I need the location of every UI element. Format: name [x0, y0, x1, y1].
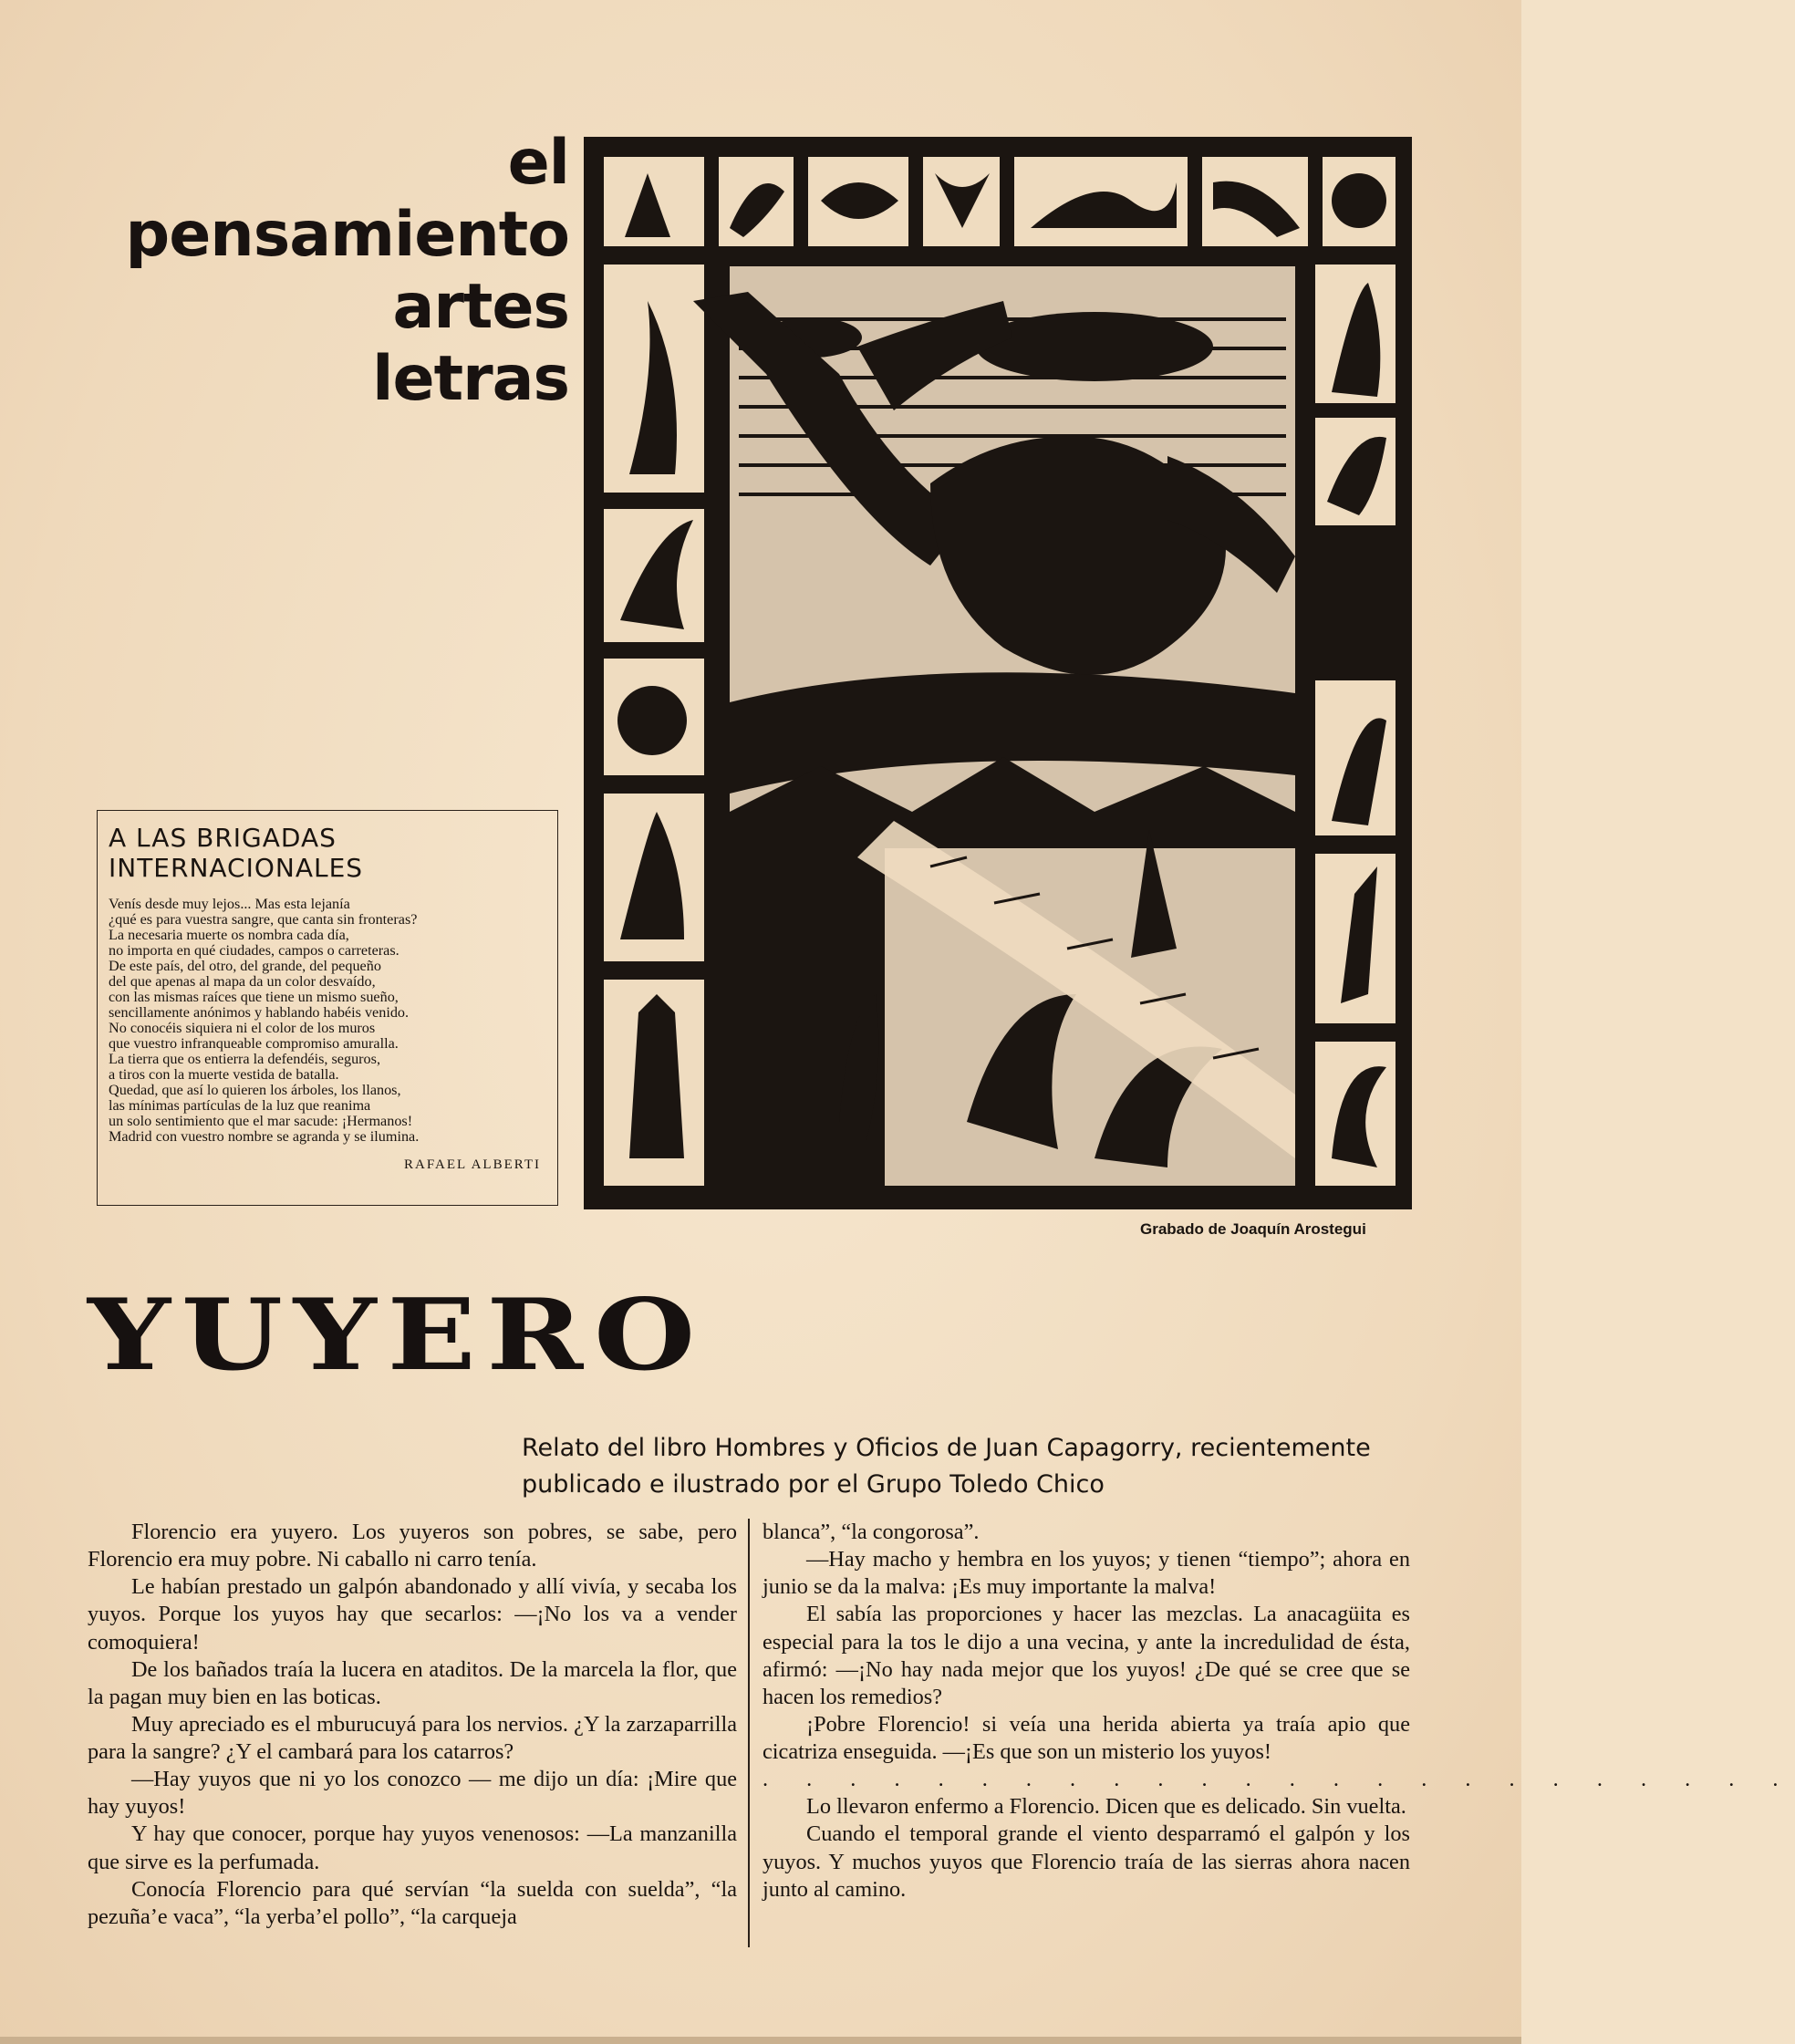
story-paragraph: Cuando el temporal grande el viento desparramó el galpón y los yuyos. Y muchos yuyos que Florencio traía de las sierras ahora nacen junto al camino.	[763, 1821, 1410, 1902]
section-break-dots: . . . . . . . . . . . . . . . . . . . . . . . .	[763, 1767, 1795, 1792]
poem-line: Quedad, que así lo quieren los árboles, los llanos,	[109, 1081, 401, 1098]
poem-box	[97, 810, 558, 1206]
poem-title	[109, 824, 546, 884]
heading-line: pensamiento	[125, 198, 569, 271]
page-bottom-edge	[0, 2037, 1521, 2044]
poem-line: Venís desde muy lejos... Mas esta lejanía	[109, 895, 350, 912]
poem-line: no importa en qué ciudades, campos o carreteras.	[109, 941, 399, 959]
woodcut-engraving	[584, 137, 1412, 1209]
story-paragraph: Le habían prestado un galpón abandonado y allí vivía, y secaba los yuyos. Porque los yuyos hay que secarlos: —¡No los va a vender comoquiera!	[88, 1574, 737, 1655]
poem-author: RAFAEL ALBERTI	[403, 1157, 541, 1172]
section-heading	[126, 128, 569, 416]
story-paragraph: Florencio era yuyero. Los yuyeros son pobres, se sabe, pero Florencio era muy pobre. Ni caballo ni carro tenía.	[88, 1520, 737, 1572]
poem-line: La necesaria muerte os nombra cada día,	[109, 926, 349, 943]
poem-title-line: A LAS BRIGADAS	[109, 823, 337, 853]
poem-line: sencillamente anónimos y hablando habéis venido.	[109, 1003, 410, 1021]
story-paragraph: Muy apreciado es el mburucuyá para los nervios. ¿Y la zarzaparrilla para la sangre? ¿Y el cambará para los catarros?	[88, 1711, 737, 1764]
subtitle-line: Relato del libro Hombres y Oficios de Juan Capagorry, recientemente	[522, 1434, 1371, 1462]
story-title: YUYERO	[88, 1278, 706, 1393]
heading-line: el	[507, 127, 569, 199]
poem-line: No conocéis siquiera ni el color de los muros	[109, 1019, 376, 1036]
story-paragraph: Lo llevaron enfermo a Florencio. Dicen que es delicado. Sin vuelta.	[806, 1794, 1406, 1820]
heading-line: artes	[392, 270, 569, 343]
poem-line: La tierra que os entierra la defendéis, seguros,	[109, 1050, 380, 1067]
poem-line: del que apenas al mapa da un color desvaído,	[109, 972, 376, 990]
story-paragraph: —Hay macho y hembra en los yuyos; y tienen “tiempo”; ahora en junio se da la malva: ¡Es muy importante la malva!	[763, 1547, 1410, 1600]
story-paragraph: De los bañados traía la lucera en ataditos. De la marcela la flor, que la pagan muy bien en las boticas.	[88, 1656, 737, 1709]
subtitle-line: publicado e ilustrado por el Grupo Toledo Chico	[522, 1469, 1105, 1499]
story-paragraph: blanca”, “la congorosa”.	[763, 1520, 980, 1544]
story-column-left	[88, 1519, 737, 1931]
story-paragraph: El sabía las proporciones y hacer las mezclas. La anacagüita es especial para la tos le dijo a una vecina, y ante la incredulidad de ésta, afirmó: —¡No hay nada mejor que los yuyos! ¿De qué se cree que se hacen los remedios?	[763, 1602, 1410, 1709]
poem-line: las mínimas partículas de la luz que reanima	[109, 1096, 371, 1114]
story-paragraph: Y hay que conocer, porque hay yuyos venenosos: —La manzanilla que sirve es la perfumada.	[88, 1821, 737, 1874]
poem-line: a tiros con la muerte vestida de batalla.	[109, 1065, 339, 1083]
poem-line: Madrid con vuestro nombre se agranda y se ilumina.	[109, 1127, 420, 1145]
poem-lines	[109, 897, 546, 1145]
poem-line: un solo sentimiento que el mar sacude: ¡Hermanos!	[109, 1112, 413, 1129]
poem-title-line: INTERNACIONALES	[109, 852, 364, 883]
poem-line: con las mismas raíces que tiene un mismo sueño,	[109, 988, 399, 1005]
story-subtitle	[522, 1430, 1416, 1503]
story-paragraph: Conocía Florencio para qué servían “la suelda con suelda”, “la pezuña’e vaca”, “la yerba’el pollo”, “la carqueja	[88, 1876, 737, 1929]
story-column-right	[763, 1519, 1795, 1904]
poem-line: ¿qué es para vuestra sangre, que canta sin fronteras?	[109, 910, 418, 928]
story-paragraph: ¡Pobre Florencio! si veía una herida abierta ya traía apio que cicatriza enseguida. —¡Es que son un misterio los yuyos!	[763, 1711, 1410, 1764]
story-paragraph: —Hay yuyos que ni yo los conozco — me dijo un día: ¡Mire que hay yuyos!	[88, 1767, 737, 1820]
column-divider	[748, 1519, 750, 1947]
poem-line: que vuestro infranqueable compromiso amuralla.	[109, 1034, 399, 1052]
engraving-credit: Grabado de Joaquín Arostegui	[1140, 1220, 1366, 1238]
poem-line: De este país, del otro, del grande, del pequeño	[109, 957, 381, 974]
heading-line: letras	[372, 342, 569, 415]
